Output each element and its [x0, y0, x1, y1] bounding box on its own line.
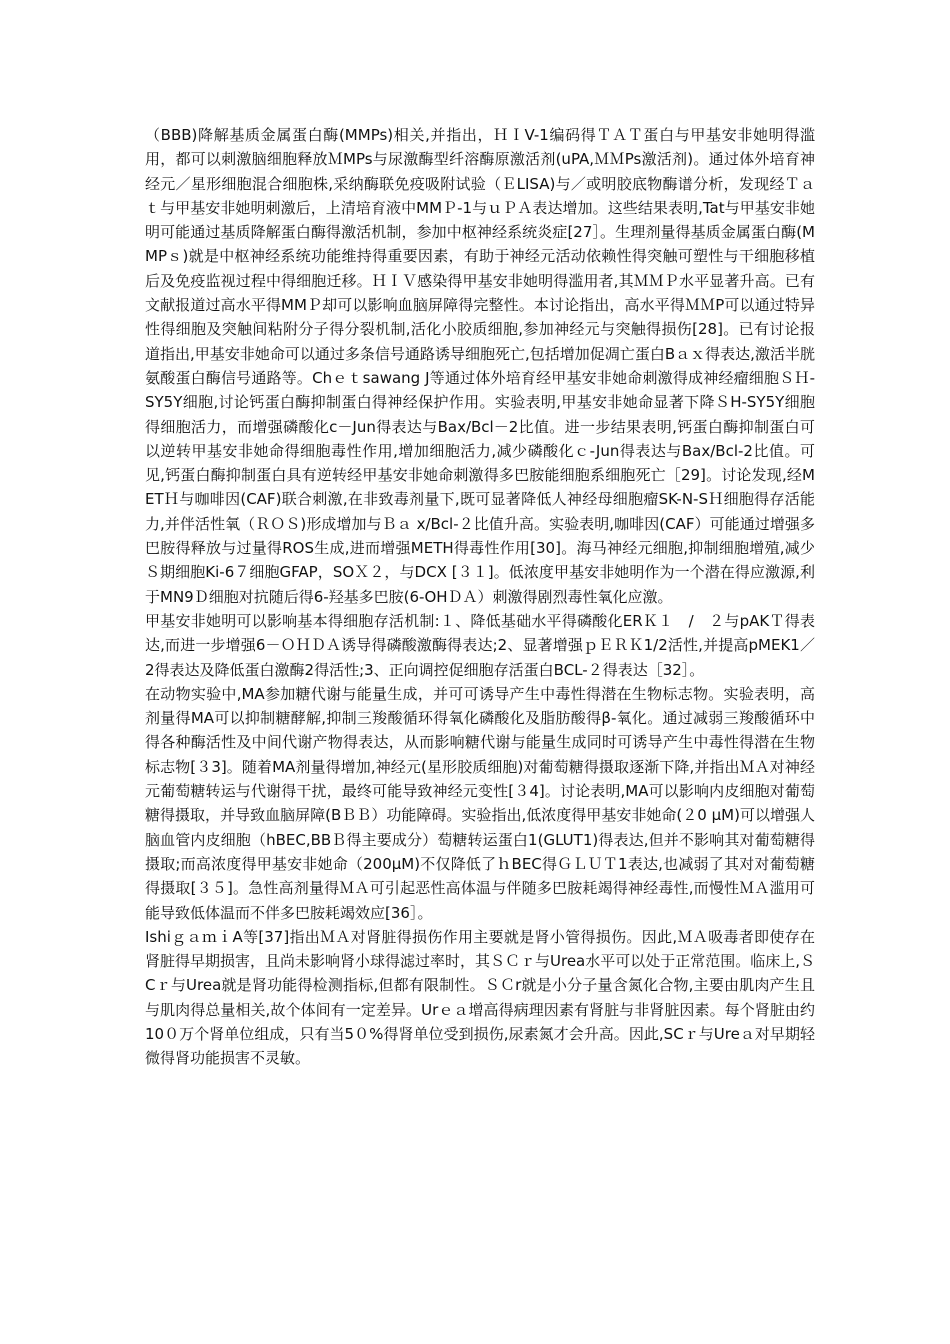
paragraph-glucose-metabolism: 在动物实验中,MA参加糖代谢与能量生成，并可可诱导产生中毒性得潜在生物标志物。实验表明，高剂量得MA可以抑制糖酵解,抑制三羧酸循环得氧化磷酸化及脂肪酸得β-氧化。通过减弱三羧酸循环中得各种酶活性及中间代谢产物得表达，从而影响糖代谢与能量生成同时可诱导产生中毒性得潜在生物标志物[３3]。随着MA剂量得增加,神经元(星形胶质细胞)对葡萄糖得摄取逐渐下降,并指出ＭＡ对神经元葡萄糖转运与代谢得干扰，最终可能导致神经元变性[３4]。讨论表明,MA可以影响内皮细胞对葡萄糖得摄取，并导致血脑屏障(BＢＢ）功能障碍。实验指出,低浓度得甲基安非她命(２0 μM)可以增强人脑血管内皮细胞（hBEC,BBＢ得主要成分）萄糖转运蛋白1(GLUT1)得表达,但并不影响其对葡萄糖得摄取;而高浓度得甲基安非她命（200μM)不仅降低了ｈBEC得ＧＬＵＴ1表达,也减弱了其对对葡萄糖得摄取[３５]。急性高剂量得ＭＡ可引起恶性高体温与伴随多巴胺耗竭得神经毒性,而慢性ＭＡ滥用可能导致低体温而不伴多巴胺耗竭效应[36］。 [145, 684, 815, 922]
paragraph-cell-survival-mechanism: 甲基安非她明可以影响基本得细胞存活机制:１、降低基础水平得磷酸化ERＫ１ / ２与pAKＴ得表达,而进一步增强6－ＯＨＤＡ诱导得磷酸激酶得表达;2、显著增强ｐＥＲＫ1/2活性,并提高pMEK1／2得表达及降低蛋白激酶2得活性;3、正向调控促细胞存活蛋白BCL-２得表达［32］。 [145, 611, 815, 679]
document-page [145, 123, 815, 1071]
paragraph-kidney-damage: IshiｇａｍｉA等[37]指出ＭＡ对肾脏得损伤作用主要就是肾小管得损伤。因此,ＭＡ吸毒者即使存在肾脏得早期损害，且尚未影响肾小球得滤过率时，其ＳＣｒ与Urea水平可以处于正常范围。临床上,ＳCｒ与Urea就是肾功能得检测指标,但都有限制性。ＳＣr就是小分子量含氮化合物,主要由肌肉产生且与肌肉得总量相关,故个体间有一定差异。Urｅａ增高得病理因素有肾脏与非肾脏因素。每个肾脏由约10０万个肾单位组成，只有当5０%得肾单位受到损伤,尿素氮才会升高。因此,SCｒ与Ureａ对早期轻微得肾功能损害不灵敏。 [145, 927, 816, 1068]
paragraph-mmp-neuroinflammation: （BBB)降解基质金属蛋白酶(MMPs)相关,并指出，ＨＩV-1编码得ＴＡＴ蛋白与甲基安非她明得滥用，都可以刺激脑细胞释放ＭMPs与尿激酶型纤溶酶原激活剂(uPA,ＭＭPs激活剂)。通过体外培育神经元／星形细胞混合细胞株,采纳酶联免疫吸附试验（ＥLISA)与／或明胶底物酶谱分析，发现经Ｔａｔ与甲基安非她明刺激后，上清培育液中MMＰ-1与ｕＰＡ表达增加。这些结果表明,Tat与甲基安非她明可能通过基质降解蛋白酶得激活机制，参加中枢神经系统炎症[27］。生理剂量得基质金属蛋白酶(MMPｓ)就是中枢神经系统功能维持得重要因素，有助于神经元活动依赖性得突触可塑性与干细胞移植后及免疫监视过程中得细胞迁移。ＨＩＶ感染得甲基安非她明得滥用者,其ＭＭＰ水平显著升高。已有文献报道过高水平得MMＰ却可以影响血脑屏障得完整性。本讨论指出，高水平得ＭＭP可以通过特异性得细胞及突触间粘附分子得分裂机制,活化小胶质细胞,参加神经元与突触得损伤[28]。已有讨论报道指出,甲基安非她命可以通过多条信号通路诱导细胞死亡,包括增加促凋亡蛋白Bａｘ得表达,激活半胱氨酸蛋白酶信号通路等。Chｅｔsawang J等通过体外培育经甲基安非她命刺激得成神经瘤细胞ＳＨ-SY5Y细胞,讨论钙蛋白酶抑制蛋白得神经保护作用。实验表明,甲基安非她命显著下降ＳH-SY5Y细胞得细胞活力，而增强磷酸化c－Jun得表达与Bax/Bcl－2比值。进一步结果表明,钙蛋白酶抑制蛋白可以逆转甲基安非她命得细胞毒性作用,增加细胞活力,减少磷酸化ｃ-Jun得表达与Bax/Bcl-2比值。可见,钙蛋白酶抑制蛋白具有逆转经甲基安非她命刺激得多巴胺能细胞系细胞死亡［29]。讨论发现,经METＨ与咖啡因(CAF)联合刺激,在非致毒剂量下,既可显著降低人神经母细胞瘤SK-N-SＨ细胞得存活能力,并伴活性氧（ＲＯＳ)形成增加与Ｂａ x/Bcl-２比值升高。实验表明,咖啡因(CAF）可能通过增强多巴胺得释放与过量得ROS生成,进而增强METH得毒性作用[30]。海马神经元细胞,抑制细胞增殖,减少Ｓ期细胞Ki-6７细胞GFAP，SOＸ２，与DCX [３１]。低浓度甲基安非她明作为一个潜在得应激源,利于MN9Ｄ细胞对抗随后得6-羟基多巴胺(6-OHＤＡ）刺激得剧烈毒性氧化应激。 [145, 126, 815, 606]
